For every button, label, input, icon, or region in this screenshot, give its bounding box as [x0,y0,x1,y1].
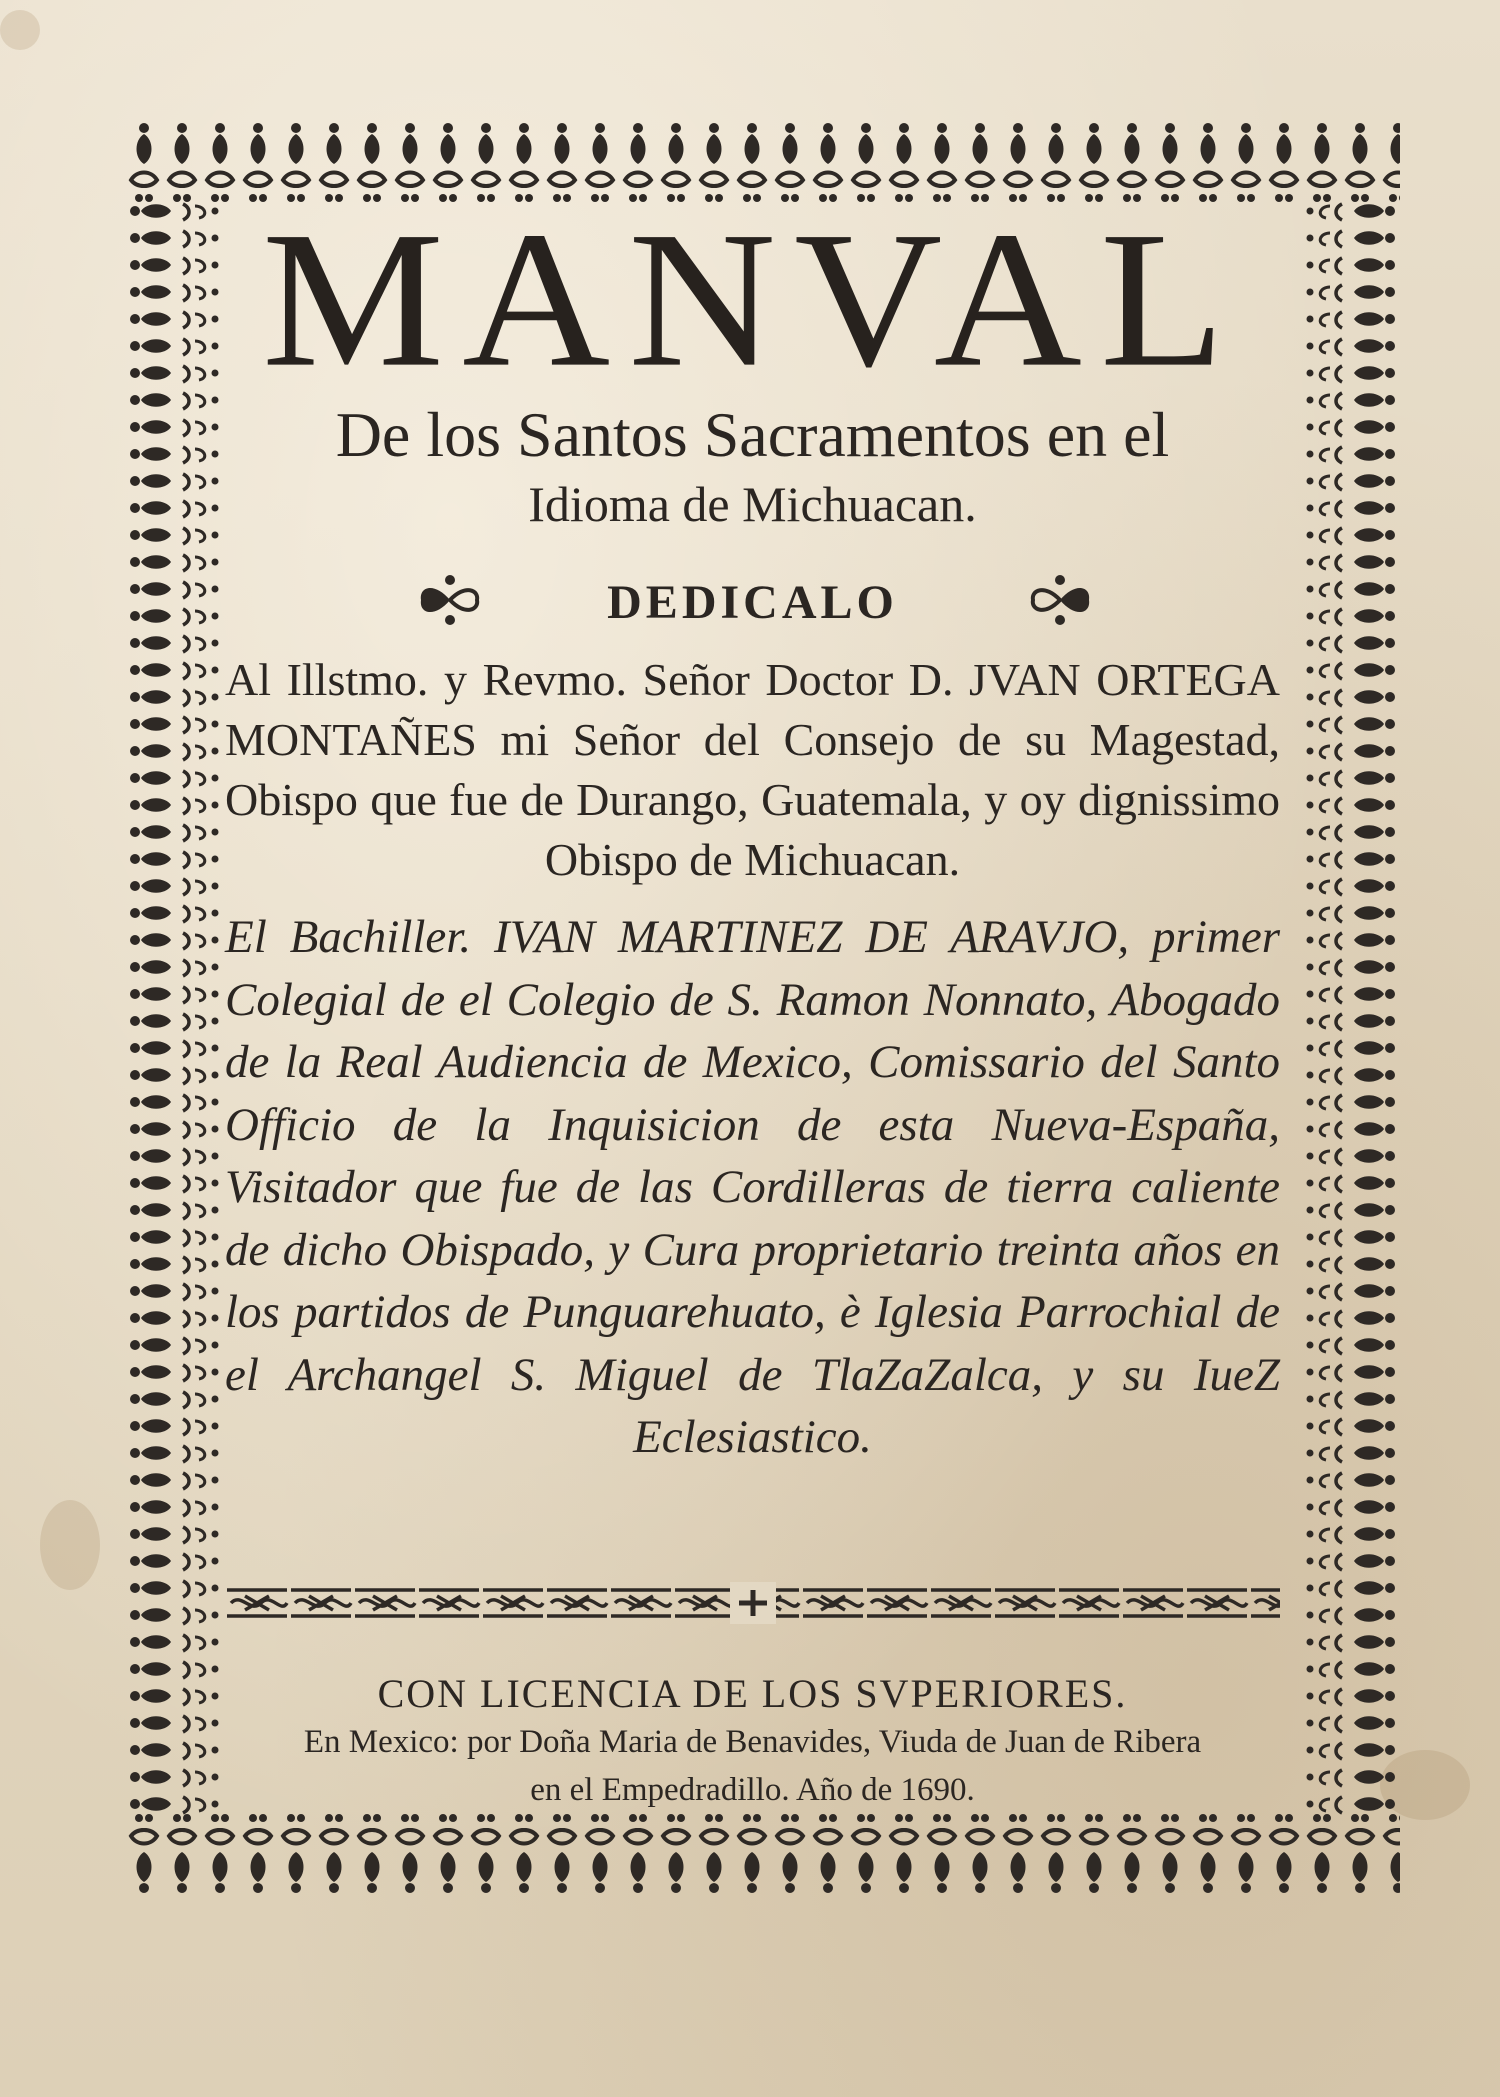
fleuron-left-icon [415,572,485,628]
imprint-block [225,1670,1280,1814]
fleuron-right-icon [1025,572,1095,628]
imprint-line-2: en el Empedradillo. Año de 1690. [530,1772,975,1808]
type-ornament-rule-icon [225,1582,1280,1624]
dedication-heading: DEDICALO [607,575,898,629]
imprint-line-1: En Mexico: por Doña Maria de Benavides, Viuda de Juan de Ribera [303,1724,1202,1760]
dedication-heading-row [225,572,1280,632]
book-subtitle: De los Santos Sacramentos en el [335,399,1170,470]
fleuron-border-icon [125,198,225,1818]
licence-line: CON LICENCIA DE LOS SVPERIORES. [377,1671,1128,1716]
paper-stain [40,1500,100,1590]
dedication-text: Al Illstmo. y Revmo. Señor Doctor D. JVAN ORTEGA MONTAÑES mi Señor del Consejo de su Magestad, Obispo que fue de Durango, Guatemala, y oy dignissimo Obispo de Michuacan. [225,654,1280,885]
book-subtitle-line2: Idioma de Michuacan. [528,476,977,532]
author-statement: El Bachiller. IVAN MARTINEZ DE ARAVJO, primer Colegial de el Colegio de S. Ramon Nonnato, Abogado de la Real Audiencia de Mexico, Comissario del Santo Officio de la Inquisicion de esta Nueva-España, Visitador que fue de las Cordilleras de tierra caliente de dicho Obispado, y Cura proprietario treinta años en los partidos de Punguarehuato, è Iglesia Parrochial de el Archangel S. Miguel de TlaZaZalca, y su IueZ Eclesiastico. [225,911,1280,1463]
fleuron-border-icon [1300,198,1400,1818]
paper-stain [0,10,40,50]
title-page-text [225,191,1280,1469]
book-title: MANVAL [261,191,1244,408]
